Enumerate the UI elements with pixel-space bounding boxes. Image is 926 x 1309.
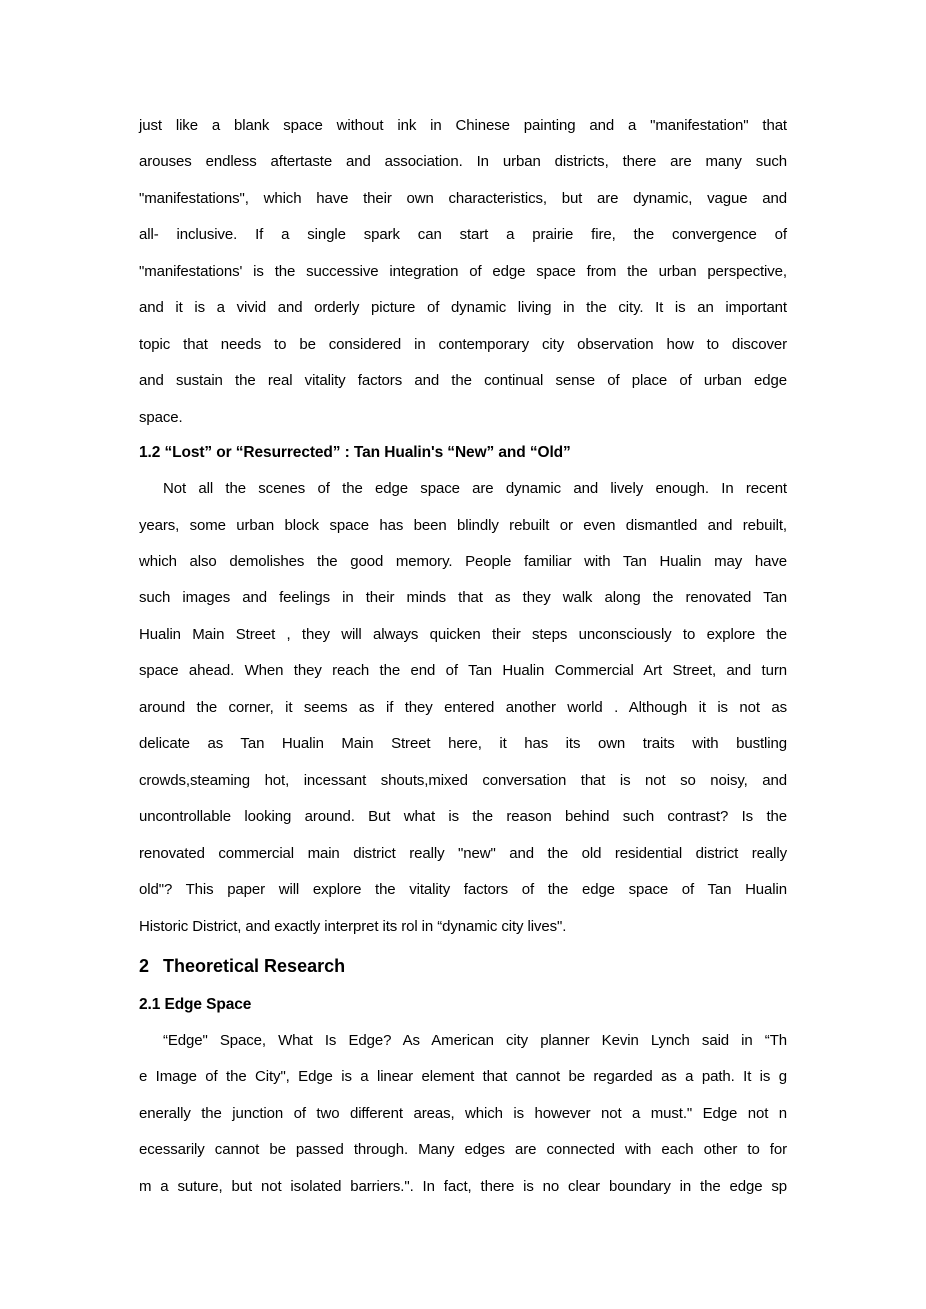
section-1-2-paragraph [139, 471, 787, 945]
text-line: "manifestations", which have their own characteristics, but are dynamic, vague and [139, 189, 787, 207]
text-line: topic that needs to be considered in contemporary city observation how to discover [139, 335, 787, 353]
text-line: and it is a vivid and orderly picture of dynamic living in the city. It is an important [139, 299, 787, 317]
text-line: old"? This paper will explore the vitality factors of the edge space of Tan Hualin [139, 881, 787, 899]
text-line: around the corner, it seems as if they entered another world . Although it is not as [139, 698, 787, 716]
text-line: which also demolishes the good memory. People familiar with Tan Hualin may have [139, 552, 787, 570]
text-line: just like a blank space without ink in Chinese painting and a "manifestation" that [139, 117, 787, 134]
text-line: uncontrollable looking around. But what is the reason behind such contrast? Is the [139, 808, 787, 826]
text-line: ecessarily cannot be passed through. Many edges are connected with each other to for [139, 1141, 787, 1159]
section-title: Theoretical Research [163, 955, 346, 976]
section-number: 2 [139, 955, 150, 976]
text-line: space ahead. When they reach the end of Tan Hualin Commercial Art Street, and turn [139, 662, 787, 680]
text-line: arouses endless aftertaste and association. In urban districts, there are many such [139, 153, 787, 171]
text-line: Historic District, and exactly interpret its rol in “dynamic city lives". [139, 917, 567, 935]
section-1-2-heading: 1.2 “Lost” or “Resurrected” : Tan Hualin's “New” and “Old” [139, 444, 571, 462]
section-2-1-heading: 2.1 Edge Space [139, 995, 252, 1013]
text-line: such images and feelings in their minds that as they walk along the renovated Tan [139, 589, 787, 607]
text-line: crowds,steaming hot, incessant shouts,mixed conversation that is not so noisy, and [139, 771, 787, 789]
text-line: "manifestations' is the successive integration of edge space from the urban perspective, [139, 262, 787, 280]
text-line: e Image of the City", Edge is a linear element that cannot be regarded as a path. It is g [139, 1068, 787, 1086]
text-line: space. [139, 408, 183, 426]
text-line: Hualin Main Street , they will always quicken their steps unconsciously to explore the [139, 625, 787, 643]
text-line: years, some urban block space has been blindly rebuilt or even dismantled and rebuilt, [139, 516, 787, 534]
text-line: Not all the scenes of the edge space are dynamic and lively enough. In recent [163, 480, 787, 498]
text-line: all- inclusive. If a single spark can start a prairie fire, the convergence of [139, 226, 787, 244]
text-line: renovated commercial main district really "new" and the old residential district really [139, 844, 787, 862]
section-2-heading [139, 952, 787, 980]
intro-continuation-paragraph [139, 108, 787, 436]
text-line: and sustain the real vitality factors and the continual sense of place of urban edge [139, 372, 787, 390]
text-line: delicate as Tan Hualin Main Street here, it has its own traits with bustling [139, 735, 787, 753]
text-line: m a suture, but not isolated barriers.". In fact, there is no clear boundary in the edge sp [139, 1177, 787, 1195]
section-2-1-paragraph [139, 1023, 787, 1205]
text-line: enerally the junction of two different areas, which is however not a must." Edge not n [139, 1104, 787, 1122]
text-line: “Edge" Space, What Is Edge? As American city planner Kevin Lynch said in “Th [163, 1031, 787, 1049]
